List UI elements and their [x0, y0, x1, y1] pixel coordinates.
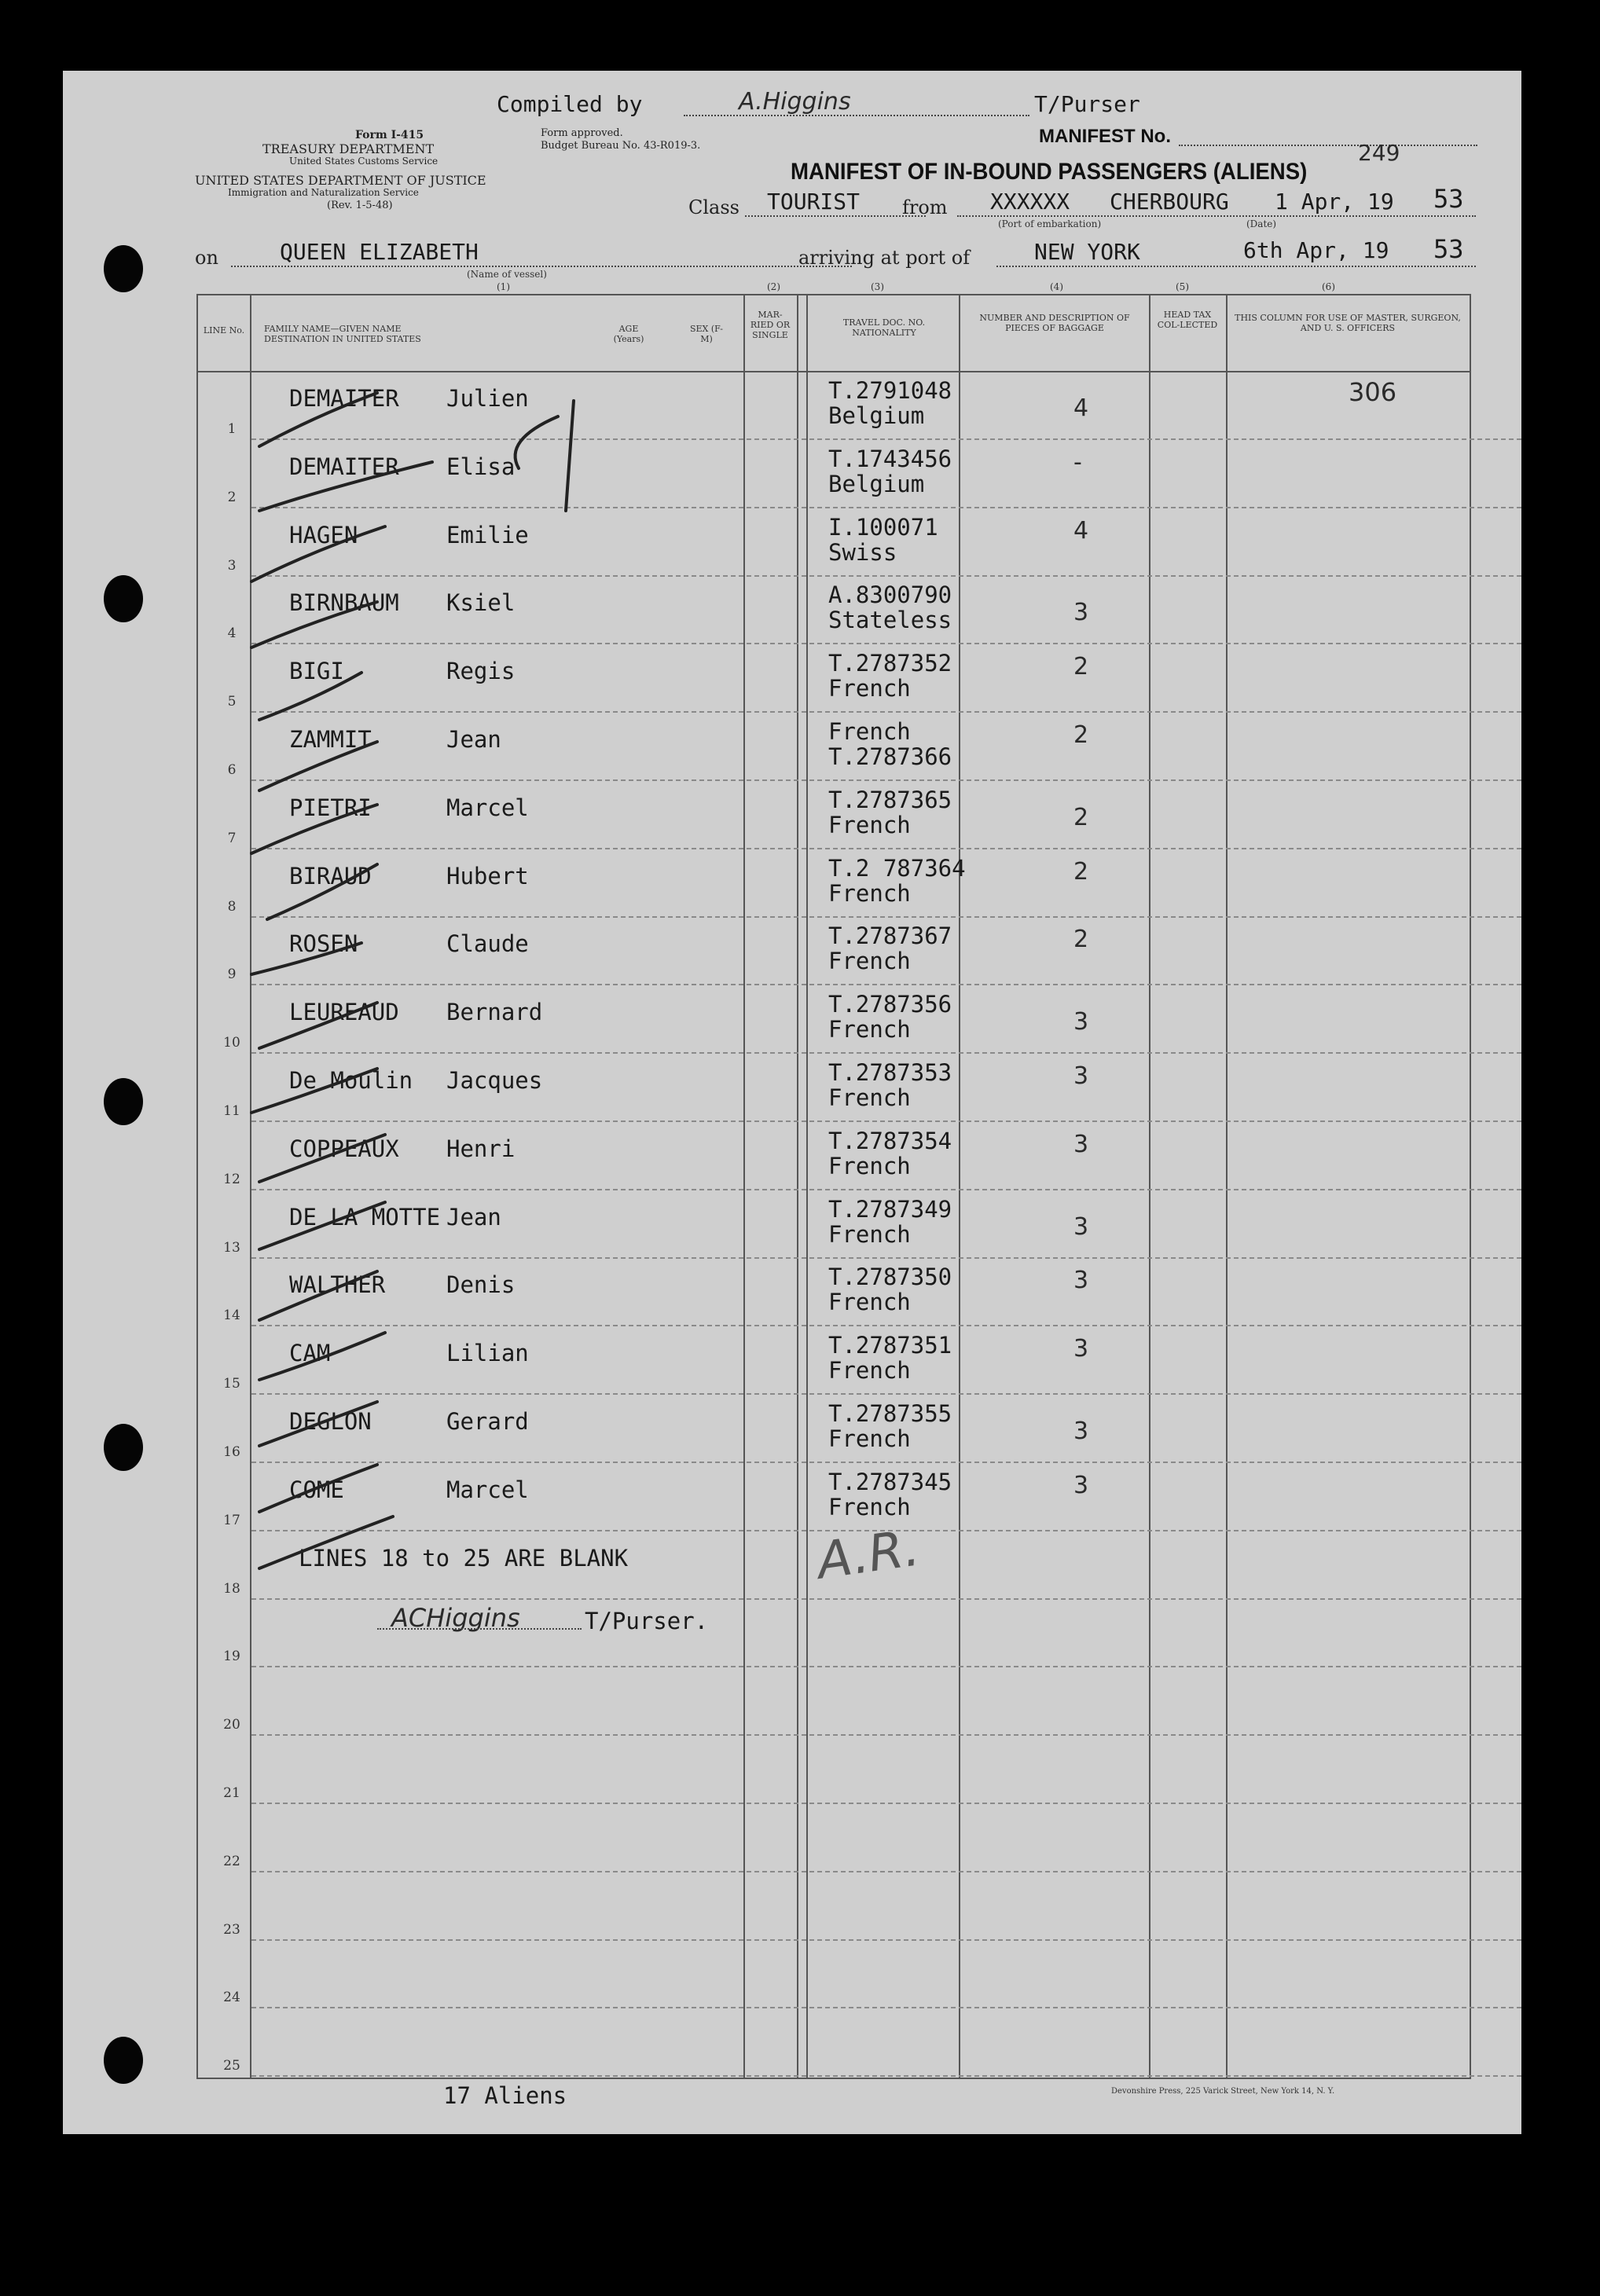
baggage-count: 3 [1073, 599, 1089, 627]
given-name: Claude [446, 930, 529, 958]
col-header-name: FAMILY NAME—GIVEN NAME DESTINATION IN UNITED STATES [264, 324, 421, 344]
table-row [63, 782, 1521, 849]
row-rule [251, 1120, 1521, 1122]
nationality: Belgium [828, 470, 925, 497]
form-number: Form I-415 [355, 129, 424, 141]
family-name: BIGI [289, 658, 344, 685]
nationality: French [828, 1493, 911, 1520]
line-number: 6 [227, 762, 237, 778]
compiled-by-dots [684, 115, 1029, 116]
blank-lines-note: LINES 18 to 25 ARE BLANK [299, 1545, 629, 1572]
line-number: 8 [227, 898, 237, 915]
purser-title: T/Purser. [585, 1608, 709, 1634]
row-rule [251, 643, 1521, 644]
manifest-no-label: MANIFEST No. [1039, 126, 1171, 147]
family-name: BIRAUD [289, 862, 372, 889]
nationality: French [828, 948, 911, 975]
given-name: Marcel [446, 1476, 529, 1503]
row-rule [251, 2007, 1521, 2008]
table-row [63, 1396, 1521, 1463]
family-name: DEMAITER [289, 385, 399, 412]
table-row [63, 1464, 1521, 1531]
line-number: 7 [227, 830, 237, 846]
travel-doc-no: French [828, 718, 911, 745]
family-name: COME [289, 1476, 344, 1503]
given-name: Lilian [446, 1340, 529, 1367]
family-name: WALTHER [289, 1271, 386, 1299]
nationality: French [828, 1289, 911, 1316]
line-number: 11 [223, 1103, 240, 1119]
baggage-count: 3 [1073, 1418, 1089, 1445]
col-header-sex: SEX (F-M) [689, 324, 724, 344]
given-name: Denis [446, 1271, 516, 1299]
baggage-count: 3 [1073, 1267, 1089, 1295]
line-number: 24 [223, 1990, 240, 2006]
baggage-count: 2 [1073, 857, 1089, 886]
travel-doc-no: T.2787351 [828, 1332, 952, 1359]
line-number: 4 [227, 625, 237, 642]
travel-doc-no: T.1743456 [828, 445, 952, 472]
line-number: 19 [223, 1649, 240, 1665]
line-number: 12 [223, 1171, 240, 1187]
vessel-name: QUEEN ELIZABETH [280, 239, 479, 265]
punch-hole [104, 245, 143, 292]
nationality: French [828, 1357, 911, 1385]
table-row [63, 986, 1521, 1054]
nationality: French [828, 1016, 911, 1043]
table-row [63, 1941, 1521, 2008]
travel-doc-no: T.2787349 [828, 1195, 952, 1223]
row-rule [251, 1803, 1521, 1804]
table-row [63, 2009, 1521, 2077]
on-label: on [195, 247, 218, 269]
arrival-dots [996, 266, 1476, 267]
col-header-married: MAR-RIED OR SINGLE [750, 310, 791, 340]
arrival-port: NEW YORK [1034, 239, 1140, 265]
col-num-4: (4) [1050, 281, 1063, 292]
baggage-count: 3 [1073, 1062, 1089, 1090]
col-header-head-tax: HEAD TAX COL-LECTED [1157, 310, 1218, 330]
baggage-count: 3 [1073, 1130, 1089, 1158]
row-rule [251, 1734, 1521, 1736]
row-rule [251, 1871, 1521, 1872]
family-name: DEGLON [289, 1408, 372, 1435]
given-name: Jacques [446, 1067, 543, 1094]
customs-service: United States Customs Service [289, 156, 439, 167]
travel-doc-no: T.2 787364 [828, 854, 966, 882]
given-name: Bernard [446, 999, 543, 1026]
arrival-date: 6th Apr, 19 [1243, 237, 1389, 263]
table-row [63, 441, 1521, 508]
travel-doc-no: I.100071 [828, 513, 938, 541]
arrival-year: 53 [1433, 234, 1464, 264]
row-rule [251, 848, 1521, 849]
form-approved: Form approved. [541, 127, 623, 139]
embark-date: 1 Apr, 19 [1275, 189, 1394, 215]
travel-doc-no: T.2787354 [828, 1127, 952, 1154]
budget-bureau: Budget Bureau No. 43-R019-3. [541, 140, 701, 152]
nationality: French [828, 879, 911, 907]
row-rule [251, 2075, 1521, 2077]
form-revision: (Rev. 1-5-48) [327, 200, 393, 211]
line-number: 15 [223, 1376, 240, 1392]
col-header-officers: THIS COLUMN FOR USE OF MASTER, SURGEON, AND U. S. OFFICERS [1235, 313, 1461, 333]
baggage-count: 3 [1073, 1212, 1089, 1241]
printer-credit: Devonshire Press, 225 Varick Street, New York 14, N. Y. [1111, 2087, 1335, 2096]
arriving-label: arriving at port of [798, 247, 971, 269]
baggage-count: 4 [1073, 394, 1089, 422]
nationality: French [828, 675, 911, 702]
table-row [63, 1259, 1521, 1326]
travel-doc-no: T.2787355 [828, 1400, 952, 1427]
baggage-count: 2 [1073, 653, 1089, 681]
travel-doc-no: T.2787352 [828, 650, 952, 677]
nationality: French [828, 1084, 911, 1111]
purser-signature: ACHiggins [391, 1603, 520, 1633]
vessel-dots [231, 266, 852, 267]
date-caption: (Date) [1246, 218, 1277, 229]
line-number: 1 [227, 421, 237, 437]
row-rule [251, 1189, 1521, 1190]
table-row [63, 645, 1521, 713]
col-num-6: (6) [1322, 281, 1335, 292]
line-number: 22 [223, 1853, 240, 1869]
nationality: French [828, 1425, 911, 1452]
given-name: Henri [446, 1135, 516, 1162]
line-number: 17 [223, 1512, 240, 1528]
table-row [63, 509, 1521, 577]
table-row [63, 1123, 1521, 1190]
row-rule [251, 1462, 1521, 1463]
col-num-2: (2) [767, 281, 780, 292]
travel-doc-no: T.2787365 [828, 786, 952, 813]
row-rule [251, 1939, 1521, 1941]
col-num-5: (5) [1176, 281, 1189, 292]
family-name: COPPEAUX [289, 1135, 399, 1162]
baggage-count: 2 [1073, 926, 1089, 954]
travel-doc-no: T.2787353 [828, 1059, 952, 1086]
travel-doc-no: A.8300790 [828, 581, 952, 609]
family-name: LEUREAUD [289, 999, 399, 1026]
col-header-age: AGE (Years) [613, 324, 644, 344]
line-number: 20 [223, 1717, 240, 1733]
compiled-by-signature: A.Higgins [739, 88, 851, 116]
manifest-no-dots [1179, 145, 1477, 146]
family-name: ROSEN [289, 930, 358, 958]
given-name: Ksiel [446, 589, 516, 617]
compiled-by-title: T/Purser [1034, 91, 1140, 117]
embark-dots [957, 215, 1476, 217]
justice-dept: UNITED STATES DEPARTMENT OF JUSTICE [195, 173, 486, 188]
baggage-count: 2 [1073, 803, 1089, 831]
row-rule [251, 1598, 1521, 1600]
travel-doc-no: T.2787345 [828, 1468, 952, 1495]
row-rule [251, 779, 1521, 781]
line-number: 25 [223, 2058, 240, 2074]
col-header-baggage: NUMBER AND DESCRIPTION OF PIECES OF BAGGAGE [979, 313, 1130, 333]
family-name: CAM [289, 1340, 331, 1367]
compiled-by-label: Compiled by [497, 91, 643, 117]
vessel-caption: (Name of vessel) [467, 269, 547, 280]
class-label: Class [688, 196, 739, 218]
table-row [63, 850, 1521, 918]
table-row [63, 1532, 1521, 1600]
given-name: Regis [446, 658, 516, 685]
nationality: Belgium [828, 402, 925, 429]
line-number: 5 [227, 694, 237, 710]
ins-service: Immigration and Naturalization Service [228, 187, 419, 198]
table-row [63, 372, 1521, 440]
embark-caption: (Port of embarkation) [998, 218, 1102, 229]
given-name: Emilie [446, 521, 529, 548]
baggage-count: - [1073, 448, 1082, 476]
family-name: De Moulin [289, 1067, 413, 1094]
table-row [63, 1054, 1521, 1122]
family-name: DE LA MOTTE [289, 1203, 441, 1231]
row-rule [251, 1393, 1521, 1395]
officer-initials: A.R. [813, 1519, 923, 1591]
manifest-title: MANIFEST OF IN-BOUND PASSENGERS (ALIENS) [791, 159, 1308, 185]
total-aliens: 17 Aliens [443, 2082, 567, 2109]
given-name: Marcel [446, 794, 529, 821]
row-rule [251, 916, 1521, 918]
nationality: Swiss [828, 538, 897, 566]
table-row [63, 918, 1521, 985]
from-label: from [902, 196, 948, 218]
line-number: 18 [223, 1580, 240, 1597]
row-rule [251, 438, 1521, 440]
manifest-page [63, 71, 1521, 2134]
baggage-count: 3 [1073, 1335, 1089, 1363]
line-number: 10 [223, 1035, 240, 1051]
line-number: 14 [223, 1308, 240, 1324]
table-row [63, 1668, 1521, 1736]
row-rule [251, 1257, 1521, 1259]
nationality: T.2787366 [828, 743, 952, 770]
row-rule [251, 575, 1521, 577]
line-number: 9 [227, 966, 237, 983]
baggage-count: 4 [1073, 516, 1089, 545]
col-num-1: (1) [497, 281, 510, 292]
line-number: 2 [227, 489, 237, 505]
family-name: PIETRI [289, 794, 372, 821]
given-name: Elisa [446, 453, 516, 480]
table-row [63, 1873, 1521, 1941]
table-row [63, 1191, 1521, 1259]
line-number: 3 [227, 557, 237, 574]
travel-doc-no: T.2791048 [828, 377, 952, 404]
given-name: Jean [446, 726, 501, 753]
baggage-count: 2 [1073, 721, 1089, 749]
embark-port: CHERBOURG [1110, 189, 1229, 215]
travel-doc-no: T.2787350 [828, 1264, 952, 1291]
line-number: 13 [223, 1239, 240, 1256]
given-name: Jean [446, 1203, 501, 1231]
nationality: French [828, 811, 911, 838]
family-name: DEMAITER [289, 453, 399, 480]
line-number: 21 [223, 1785, 240, 1801]
table-row [63, 1600, 1521, 1667]
nationality: French [828, 1220, 911, 1248]
baggage-count: 3 [1073, 1471, 1089, 1499]
row-rule [251, 984, 1521, 985]
given-name: Julien [446, 385, 529, 412]
class-value: TOURIST [767, 189, 861, 215]
baggage-count: 3 [1073, 1008, 1089, 1036]
nationality: French [828, 1152, 911, 1179]
table-row [63, 713, 1521, 781]
travel-doc-no: T.2787367 [828, 922, 952, 950]
given-name: Gerard [446, 1408, 529, 1435]
col-header-line: LINE No. [203, 325, 245, 336]
row-rule [251, 1666, 1521, 1667]
family-name: HAGEN [289, 521, 358, 548]
row-rule [251, 1325, 1521, 1326]
passenger-rows [63, 372, 1521, 2078]
family-name: ZAMMIT [289, 726, 372, 753]
officer-note: 306 [1349, 377, 1397, 407]
row-rule [251, 1052, 1521, 1054]
family-name: BIRNBAUM [289, 589, 399, 617]
row-rule [251, 507, 1521, 508]
table-row [63, 577, 1521, 644]
row-rule [251, 711, 1521, 713]
struck-port: XXXXXX [990, 189, 1070, 215]
embark-year: 53 [1433, 184, 1464, 214]
table-row [63, 1327, 1521, 1395]
line-number: 23 [223, 1921, 240, 1938]
nationality: Stateless [828, 607, 952, 634]
table-row [63, 1737, 1521, 1804]
col-num-3: (3) [871, 281, 884, 292]
purser-dots [377, 1628, 582, 1630]
table-row [63, 1805, 1521, 1872]
col-header-travel-doc: TRAVEL DOC. NO. NATIONALITY [842, 317, 926, 338]
class-dots [745, 215, 926, 217]
line-number: 16 [223, 1444, 240, 1460]
given-name: Hubert [446, 862, 529, 889]
treasury-dept: TREASURY DEPARTMENT [262, 141, 435, 156]
travel-doc-no: T.2787356 [828, 991, 952, 1018]
manifest-no-value: 249 [1358, 140, 1400, 166]
